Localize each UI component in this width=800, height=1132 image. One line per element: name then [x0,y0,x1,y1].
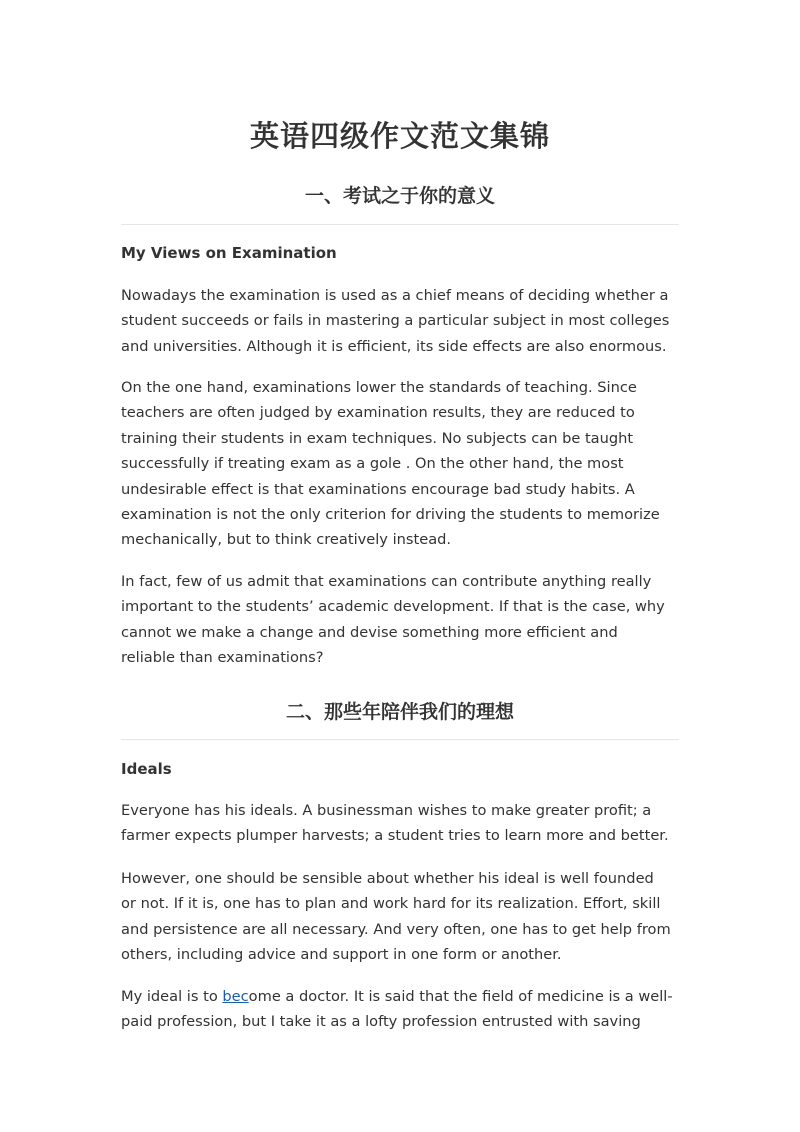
paragraph-text-before-link: My ideal is to [121,988,223,1005]
paragraph-2-3 [121,984,673,1035]
paragraph-2-1: Everyone has his ideals. A businessman wishes to make greater profit; a farmer expects plumper harvests; a student tries to learn more and better. [121,802,669,845]
paragraph-text-after-link: ome a doctor. It is said that the field of medicine is a well-paid profession, but I take it as a lofty profession entrusted with saving [121,988,673,1031]
paragraph-1-2: On the one hand, examinations lower the standards of teaching. Since teachers are often judged by examination results, they are reduced to training their students in exam techniques. No subjects can be taught successfully if treating exam as a gole . On the other hand, the most undesirable effect is that examinations encourage bad study habits. A examination is not the only criterion for driving the students to memorize mechanically, but to think creatively instead. [121,379,660,549]
inline-hyperlink[interactable]: bec [222,988,249,1005]
section-heading-1: 一、考试之于你的意义 [304,185,495,207]
section-divider-1 [121,224,679,225]
essay-title-2: Ideals [121,760,172,778]
paragraph-1-1: Nowadays the examination is used as a chief means of deciding whether a student succeeds or fails in mastering a particular subject in most colleges and universities. Although it is efficient, its side effects are also enormous. [121,287,670,355]
paragraph-1-3: In fact, few of us admit that examinations can contribute anything really important to the students’ academic development. If that is the case, why cannot we make a change and devise something more efficient and reliable than examinations? [121,573,665,667]
section-heading-2: 二、那些年陪伴我们的理想 [285,701,514,723]
essay-title-1: My Views on Examination [121,244,337,262]
document-title: 英语四级作文范文集锦 [249,119,550,153]
section-divider-2 [121,739,679,740]
paragraph-2-2: However, one should be sensible about whether his ideal is well founded or not. If it is, one has to plan and work hard for its realization. Effort, skill and persistence are all necessary. And very often, one has to get help from others, including advice and support in one form or another. [121,870,671,964]
